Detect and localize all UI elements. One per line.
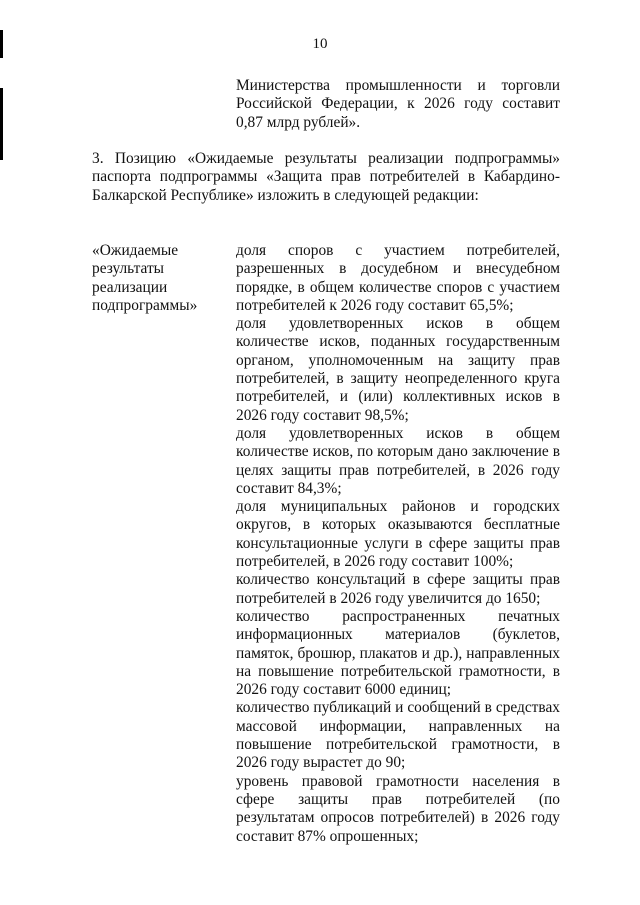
continued-paragraph: Министерства промышленности и торговли Российской Федерации, к 2026 году составит 0,87 млрд рублей».: [236, 77, 560, 131]
result-item: количество распространенных печатных информационных материалов (буклетов, памяток, брошюр, плакатов и др.), направленных на повышение потребительской грамотности, в 2026 году составит 6000 единиц;: [236, 607, 560, 699]
table-row-label: «Ожидаемые результаты реализации подпрограммы»: [92, 242, 198, 314]
result-item: доля муниципальных районов и городских округов, в которых оказываются бесплатные консультационные услуги в сфере защиты прав потребителей, в 2026 году составит 100%;: [236, 498, 560, 571]
scan-margin-mark: [0, 88, 3, 160]
result-item: уровень правовой грамотности населения в сфере защиты прав потребителей (по результатам опросов потребителей) в 2026 году составит 87% опрошенных;: [236, 772, 560, 845]
result-item: доля споров с участием потребителей, разрешенных в досудебном и внесудебном порядке, в общем количестве споров с участием потребителей к 2026 году составит 65,5%;: [236, 242, 560, 314]
result-item: доля удовлетворенных исков в общем количестве исков, поданных государственным органом, уполномоченным на защиту прав потребителей, в защиту неопределенного круга потребителей, и (или) коллективных исков в 2026 году составит 98,5%;: [236, 315, 560, 424]
page-number: 10: [312, 36, 328, 52]
amendment-item-3: 3. Позицию «Ожидаемые результаты реализации подпрограммы» паспорта подпрограммы «Защита прав потребителей в Кабардино-Балкарской Республике» изложить в следующей редакции:: [92, 150, 560, 204]
result-item: количество консультаций в сфере защиты прав потребителей в 2026 году увеличится до 1650;: [236, 571, 560, 607]
result-item: доля удовлетворенных исков в общем количестве исков, по которым дано заключение в целях защиты прав потребителей, в 2026 году составит 84,3%;: [236, 424, 560, 497]
result-item: количество публикаций и сообщений в средствах массовой информации, направленных на повышение потребительской грамотности, в 2026 году вырастет до 90;: [236, 699, 560, 772]
table-row-content: [236, 242, 560, 846]
